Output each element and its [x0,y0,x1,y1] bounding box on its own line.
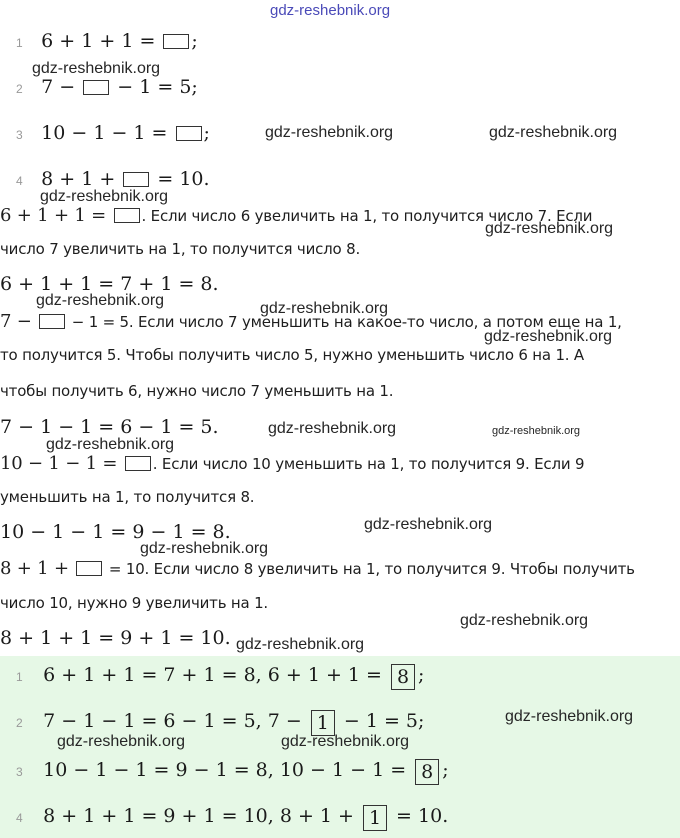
answer-expression-end: − 1 = 5; [337,710,425,732]
solution-3-line-2: уменьшить на 1, то получится 8. [0,488,255,506]
watermark: gdz-reshebnik.org [265,124,394,141]
answer-3 [16,759,449,785]
solution-2-equation: 7 − 1 − 1 = 6 − 1 = 5. [0,416,219,438]
solution-3-line-1 [0,453,584,474]
answer-1 [16,664,424,690]
task-3 [16,122,210,144]
watermark: gdz-reshebnik.org [281,733,410,750]
solution-4-line-1 [0,558,635,579]
watermark: gdz-reshebnik.org [460,612,589,629]
task-2 [16,76,198,98]
solution-1-line-2: число 7 увеличить на 1, то получится число 8. [0,240,361,258]
answer-blank-box [83,80,109,95]
answer-blank-box [163,34,189,49]
watermark: gdz-reshebnik.org [36,292,165,309]
task-expression-end: ; [191,30,198,52]
answer-number: 1 [16,670,23,684]
solution-1-equation-start: 6 + 1 + 1 = [0,205,112,226]
answer-blank-box [76,561,102,576]
answer-box: 8 [415,759,439,785]
watermark: gdz-reshebnik.org [260,300,389,317]
task-number: 1 [16,36,23,50]
answer-blank-box [125,456,151,471]
task-expression: 7 − [41,76,82,98]
watermark: gdz-reshebnik.org [32,60,161,77]
solution-2-line-2: то получится 5. Чтобы получить число 5, нужно уменьшить число 6 на 1. А [0,346,584,364]
watermark: gdz-reshebnik.org [364,516,493,533]
watermark: gdz-reshebnik.org [57,733,186,750]
watermark: gdz-reshebnik.org [485,220,614,237]
answer-blank-box [114,208,140,223]
watermark: gdz-reshebnik.org [268,420,397,437]
answer-blank-box [39,314,65,329]
watermark: gdz-reshebnik.org [492,425,581,437]
task-4 [16,168,210,190]
solution-3-equation: 10 − 1 − 1 = 9 − 1 = 8. [0,521,231,543]
answer-expression: 6 + 1 + 1 = 7 + 1 = 8, 6 + 1 + 1 = [43,664,389,686]
solution-3-equation-start: 10 − 1 − 1 = [0,453,123,474]
answer-4 [16,805,448,831]
task-expression: 8 + 1 + [41,168,122,190]
answer-expression-end: ; [418,664,425,686]
answer-box: 1 [311,710,335,736]
header-watermark[interactable]: gdz-reshebnik.org [270,2,391,19]
solution-4-equation-start: 8 + 1 + [0,558,75,579]
watermark: gdz-reshebnik.org [40,188,169,205]
watermark: gdz-reshebnik.org [140,540,269,557]
watermark: gdz-reshebnik.org [46,436,175,453]
answer-expression: 8 + 1 + 1 = 9 + 1 = 10, 8 + 1 + [43,805,361,827]
solution-2-text: − 1 = 5. Если число 7 уменьшить на какое-то число, а потом еще на 1, [67,313,622,331]
answer-expression-end: ; [442,759,449,781]
answer-box: 1 [363,805,387,831]
watermark: gdz-reshebnik.org [489,124,618,141]
solution-1-equation: 6 + 1 + 1 = 7 + 1 = 8. [0,273,219,295]
answer-number: 3 [16,765,23,779]
answer-blank-box [123,172,149,187]
solution-4-text: = 10. Если число 8 увеличить на 1, то получится 9. Чтобы получить [104,560,635,578]
task-expression-end: = 10. [151,168,210,190]
solution-2-equation-start: 7 − [0,311,38,332]
watermark: gdz-reshebnik.org [484,328,613,345]
solution-1-text: . Если число 6 увеличить на 1, то получится число 7. Если [141,207,593,225]
answer-box: 8 [391,664,415,690]
solution-3-text: . Если число 10 уменьшить на 1, то получится 9. Если 9 [152,455,585,473]
answer-expression-end: = 10. [390,805,449,827]
answer-blank-box [176,126,202,141]
solution-4-equation: 8 + 1 + 1 = 9 + 1 = 10. [0,627,231,649]
task-expression-end: − 1 = 5; [111,76,198,98]
task-number: 2 [16,82,23,96]
solution-2-line-3: чтобы получить 6, нужно число 7 уменьшить на 1. [0,382,394,400]
task-expression: 10 − 1 − 1 = [41,122,174,144]
task-1 [16,30,198,52]
watermark: gdz-reshebnik.org [505,708,634,725]
answer-number: 4 [16,811,23,825]
task-expression-end: ; [203,122,210,144]
watermark: gdz-reshebnik.org [236,636,365,653]
solution-4-line-2: число 10, нужно 9 увеличить на 1. [0,594,268,612]
answer-expression: 7 − 1 − 1 = 6 − 1 = 5, 7 − [43,710,308,732]
task-number: 3 [16,128,23,142]
task-number: 4 [16,174,23,188]
task-expression: 6 + 1 + 1 = [41,30,162,52]
answer-number: 2 [16,716,23,730]
answer-expression: 10 − 1 − 1 = 9 − 1 = 8, 10 − 1 − 1 = [43,759,413,781]
